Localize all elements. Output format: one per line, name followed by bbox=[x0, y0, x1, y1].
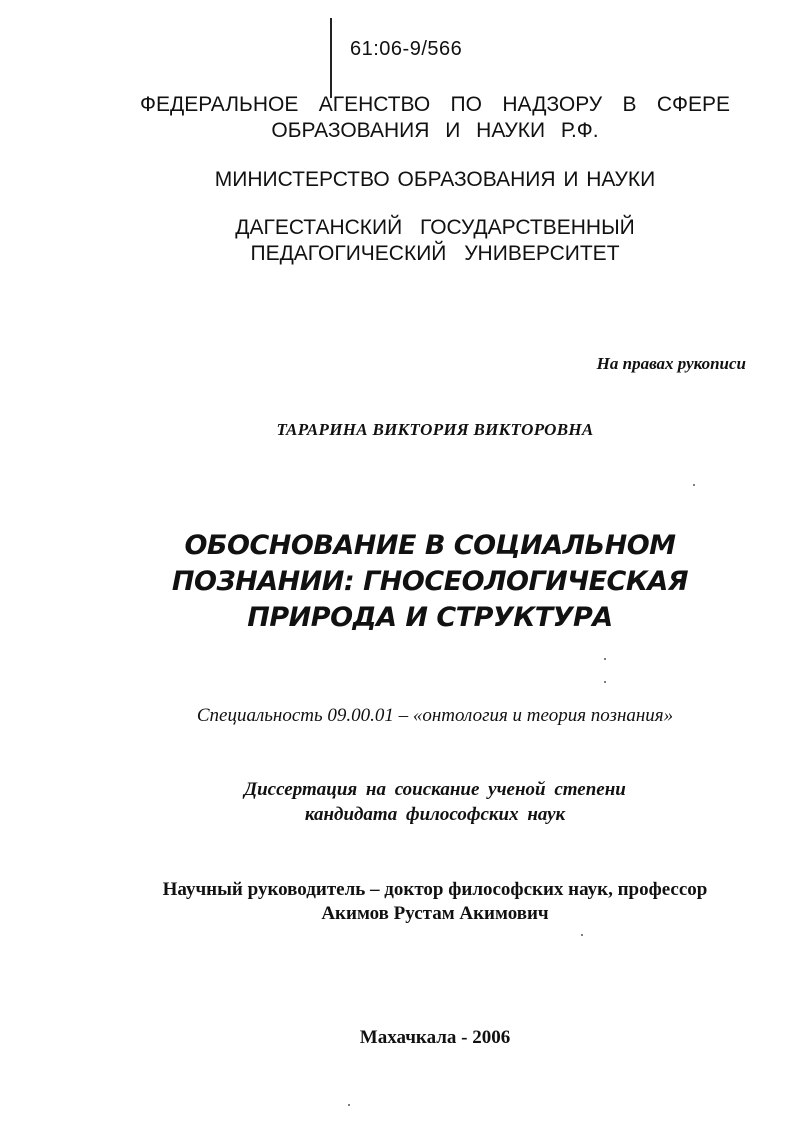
supervisor-line-1: Научный руководитель – доктор философских наук, профессор bbox=[162, 879, 708, 900]
university-line-2: ПЕДАГОГИЧЕСКИЙ УНИВЕРСИТЕТ bbox=[250, 242, 620, 265]
scan-speck bbox=[693, 484, 695, 486]
author-name: ТАРАРИНА ВИКТОРИЯ ВИКТОРОВНА bbox=[276, 420, 594, 439]
university-line-1: ДАГЕСТАНСКИЙ ГОСУДАРСТВЕННЫЙ bbox=[235, 216, 635, 239]
scan-speck bbox=[581, 934, 583, 936]
scan-speck bbox=[604, 681, 606, 683]
dissertation-line-1: Диссертация на соискание ученой степени bbox=[244, 779, 626, 800]
agency-line-1: ФЕДЕРАЛЬНОЕ АГЕНСТВО ПО НАДЗОРУ В СФЕРЕ bbox=[140, 93, 730, 116]
agency-line-2: ОБРАЗОВАНИЯ И НАУКИ Р.Ф. bbox=[271, 119, 599, 142]
scan-speck bbox=[348, 1104, 350, 1106]
title-line-3: ПРИРОДА И СТРУКТУРА bbox=[247, 602, 613, 633]
specialty: Специальность 09.00.01 – «онтология и теория познания» bbox=[196, 705, 674, 726]
supervisor-line-2: Акимов Рустам Акимович bbox=[321, 903, 549, 924]
city-year: Махачкала - 2006 bbox=[359, 1027, 511, 1048]
scan-speck bbox=[604, 658, 606, 660]
archive-code: 61:06-9/566 bbox=[350, 38, 463, 60]
dissertation-line-2: кандидата философских наук bbox=[304, 804, 566, 825]
title-line-1: ОБОСНОВАНИЕ В СОЦИАЛЬНОМ bbox=[184, 530, 676, 561]
margin-rule bbox=[330, 18, 332, 98]
manuscript-note: На правах рукописи bbox=[596, 354, 746, 373]
ministry-name: МИНИСТЕРСТВО ОБРАЗОВАНИЯ И НАУКИ bbox=[214, 168, 656, 191]
title-line-2: ПОЗНАНИИ: ГНОСЕОЛОГИЧЕСКАЯ bbox=[171, 566, 689, 597]
